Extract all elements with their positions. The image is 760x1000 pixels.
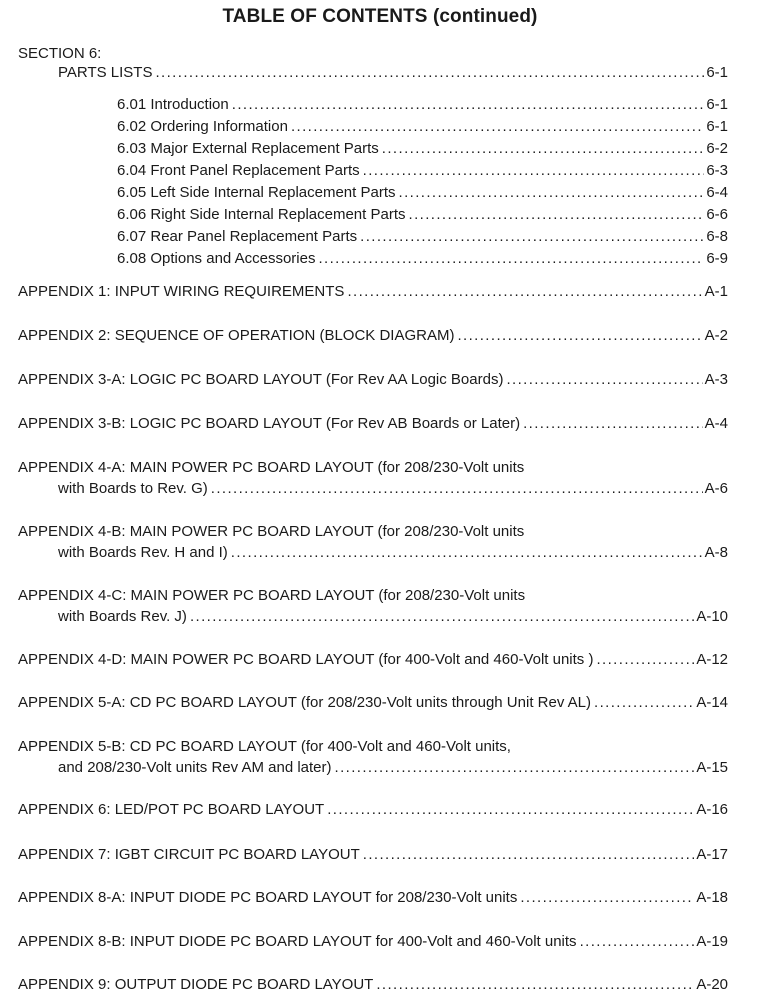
dot-leader	[409, 206, 705, 223]
toc-page-number: A-16	[696, 801, 728, 818]
toc-entry-text: 6.02 Ordering Information	[117, 118, 288, 135]
toc-entry[interactable]	[18, 283, 728, 300]
dot-leader	[318, 250, 704, 267]
toc-entry[interactable]	[117, 228, 728, 245]
toc-entry[interactable]	[18, 415, 728, 432]
toc-page-number: A-10	[696, 608, 728, 625]
toc-entry-text: APPENDIX 1: INPUT WIRING REQUIREMENTS	[18, 283, 345, 300]
toc-entry-heading: APPENDIX 4-B: MAIN POWER PC BOARD LAYOUT (for 208/230-Volt units	[18, 523, 525, 540]
toc-entry-text: PARTS LISTS	[58, 64, 153, 81]
toc-entry-text: APPENDIX 7: IGBT CIRCUIT PC BOARD LAYOUT	[18, 846, 360, 863]
toc-page-number: A-14	[696, 694, 728, 711]
toc-page-number: 6-3	[706, 162, 728, 179]
dot-leader	[376, 976, 694, 993]
dot-leader	[291, 118, 704, 135]
toc-entry-text: with Boards Rev. J)	[58, 608, 187, 625]
toc-page-number: A-2	[704, 327, 728, 344]
dot-leader	[520, 889, 694, 906]
toc-entry-text: APPENDIX 6: LED/POT PC BOARD LAYOUT	[18, 801, 325, 818]
dot-leader	[399, 184, 705, 201]
toc-entry[interactable]	[117, 206, 728, 223]
toc-entry-text: APPENDIX 5-A: CD PC BOARD LAYOUT (for 208/230-Volt units through Unit Rev AL)	[18, 694, 592, 711]
toc-entry-text: APPENDIX 2: SEQUENCE OF OPERATION (BLOCK DIAGRAM)	[18, 327, 455, 344]
dot-leader	[506, 371, 702, 388]
toc-page-number: 6-2	[706, 140, 728, 157]
toc-entry[interactable]	[58, 544, 728, 561]
toc-entry-text: APPENDIX 8-B: INPUT DIODE PC BOARD LAYOUT for 400-Volt and 460-Volt units	[18, 933, 577, 950]
toc-page-number: 6-6	[706, 206, 728, 223]
toc-entry[interactable]	[117, 118, 728, 135]
dot-leader	[211, 480, 703, 497]
toc-page-number: A-15	[696, 759, 728, 776]
toc-entry-text: 6.01 Introduction	[117, 96, 229, 113]
toc-page-number: 6-9	[706, 250, 728, 267]
dot-leader	[155, 64, 704, 81]
dot-leader	[363, 846, 695, 863]
toc-entry-heading: APPENDIX 4-C: MAIN POWER PC BOARD LAYOUT (for 208/230-Volt units	[18, 587, 526, 604]
toc-entry-text: APPENDIX 9: OUTPUT DIODE PC BOARD LAYOUT	[18, 976, 374, 993]
toc-entry-text: 6.03 Major External Replacement Parts	[117, 140, 379, 157]
toc-entry[interactable]	[18, 371, 728, 388]
dot-leader	[382, 140, 705, 157]
toc-entry[interactable]	[58, 608, 728, 625]
dot-leader	[580, 933, 695, 950]
toc-entry[interactable]	[117, 162, 728, 179]
toc-entry-text: with Boards to Rev. G)	[58, 480, 208, 497]
toc-entry[interactable]	[58, 64, 728, 81]
toc-entry-text: 6.07 Rear Panel Replacement Parts	[117, 228, 358, 245]
dot-leader	[363, 162, 705, 179]
dot-leader	[347, 283, 702, 300]
dot-leader	[190, 608, 694, 625]
toc-entry-text: 6.08 Options and Accessories	[117, 250, 316, 267]
toc-entry[interactable]	[18, 846, 728, 863]
toc-page-number: A-6	[704, 480, 728, 497]
toc-entry-text: APPENDIX 3-A: LOGIC PC BOARD LAYOUT (For Rev AA Logic Boards)	[18, 371, 504, 388]
section-heading: SECTION 6:	[18, 45, 102, 62]
toc-page-number: A-3	[704, 371, 728, 388]
toc-entry-text: and 208/230-Volt units Rev AM and later)	[58, 759, 332, 776]
dot-leader	[594, 694, 694, 711]
toc-entry-text: APPENDIX 8-A: INPUT DIODE PC BOARD LAYOUT for 208/230-Volt units	[18, 889, 518, 906]
toc-page-number: A-17	[696, 846, 728, 863]
toc-entry[interactable]	[18, 694, 728, 711]
toc-entry-heading: APPENDIX 4-A: MAIN POWER PC BOARD LAYOUT (for 208/230-Volt units	[18, 459, 525, 476]
page-title: TABLE OF CONTENTS (continued)	[222, 6, 538, 27]
toc-entry-text: 6.04 Front Panel Replacement Parts	[117, 162, 360, 179]
toc-entry[interactable]	[58, 480, 728, 497]
dot-leader	[457, 327, 702, 344]
toc-entry[interactable]	[58, 759, 728, 776]
toc-page-number: A-12	[696, 651, 728, 668]
toc-page-number: 6-1	[706, 96, 728, 113]
dot-leader	[231, 544, 703, 561]
toc-entry-text: APPENDIX 4-D: MAIN POWER PC BOARD LAYOUT (for 400-Volt and 460-Volt units )	[18, 651, 594, 668]
toc-entry[interactable]	[18, 889, 728, 906]
toc-entry-text: APPENDIX 3-B: LOGIC PC BOARD LAYOUT (For Rev AB Boards or Later)	[18, 415, 521, 432]
toc-entry[interactable]	[117, 140, 728, 157]
toc-page-number: A-1	[704, 283, 728, 300]
toc-page-number: A-4	[704, 415, 728, 432]
toc-page-number: A-19	[696, 933, 728, 950]
dot-leader	[523, 415, 703, 432]
toc-entry[interactable]	[117, 250, 728, 267]
toc-entry[interactable]	[18, 933, 728, 950]
dot-leader	[232, 96, 705, 113]
toc-entry-text: with Boards Rev. H and I)	[58, 544, 228, 561]
toc-entry[interactable]	[18, 976, 728, 993]
toc-page-number: A-20	[696, 976, 728, 993]
toc-entry-text: 6.06 Right Side Internal Replacement Parts	[117, 206, 406, 223]
toc-entry[interactable]	[18, 801, 728, 818]
toc-page-number: 6-4	[706, 184, 728, 201]
toc-entry[interactable]	[18, 327, 728, 344]
toc-page-number: A-8	[704, 544, 728, 561]
dot-leader	[360, 228, 704, 245]
dot-leader	[327, 801, 694, 818]
toc-page-number: 6-1	[706, 118, 728, 135]
toc-page-number: 6-8	[706, 228, 728, 245]
dot-leader	[596, 651, 694, 668]
toc-page-number: A-18	[696, 889, 728, 906]
toc-entry-text: 6.05 Left Side Internal Replacement Parts	[117, 184, 396, 201]
toc-page-number: 6-1	[706, 64, 728, 81]
toc-entry[interactable]	[117, 96, 728, 113]
toc-entry[interactable]	[18, 651, 728, 668]
toc-entry-heading: APPENDIX 5-B: CD PC BOARD LAYOUT (for 400-Volt and 460-Volt units,	[18, 738, 511, 755]
dot-leader	[335, 759, 695, 776]
toc-entry[interactable]	[117, 184, 728, 201]
